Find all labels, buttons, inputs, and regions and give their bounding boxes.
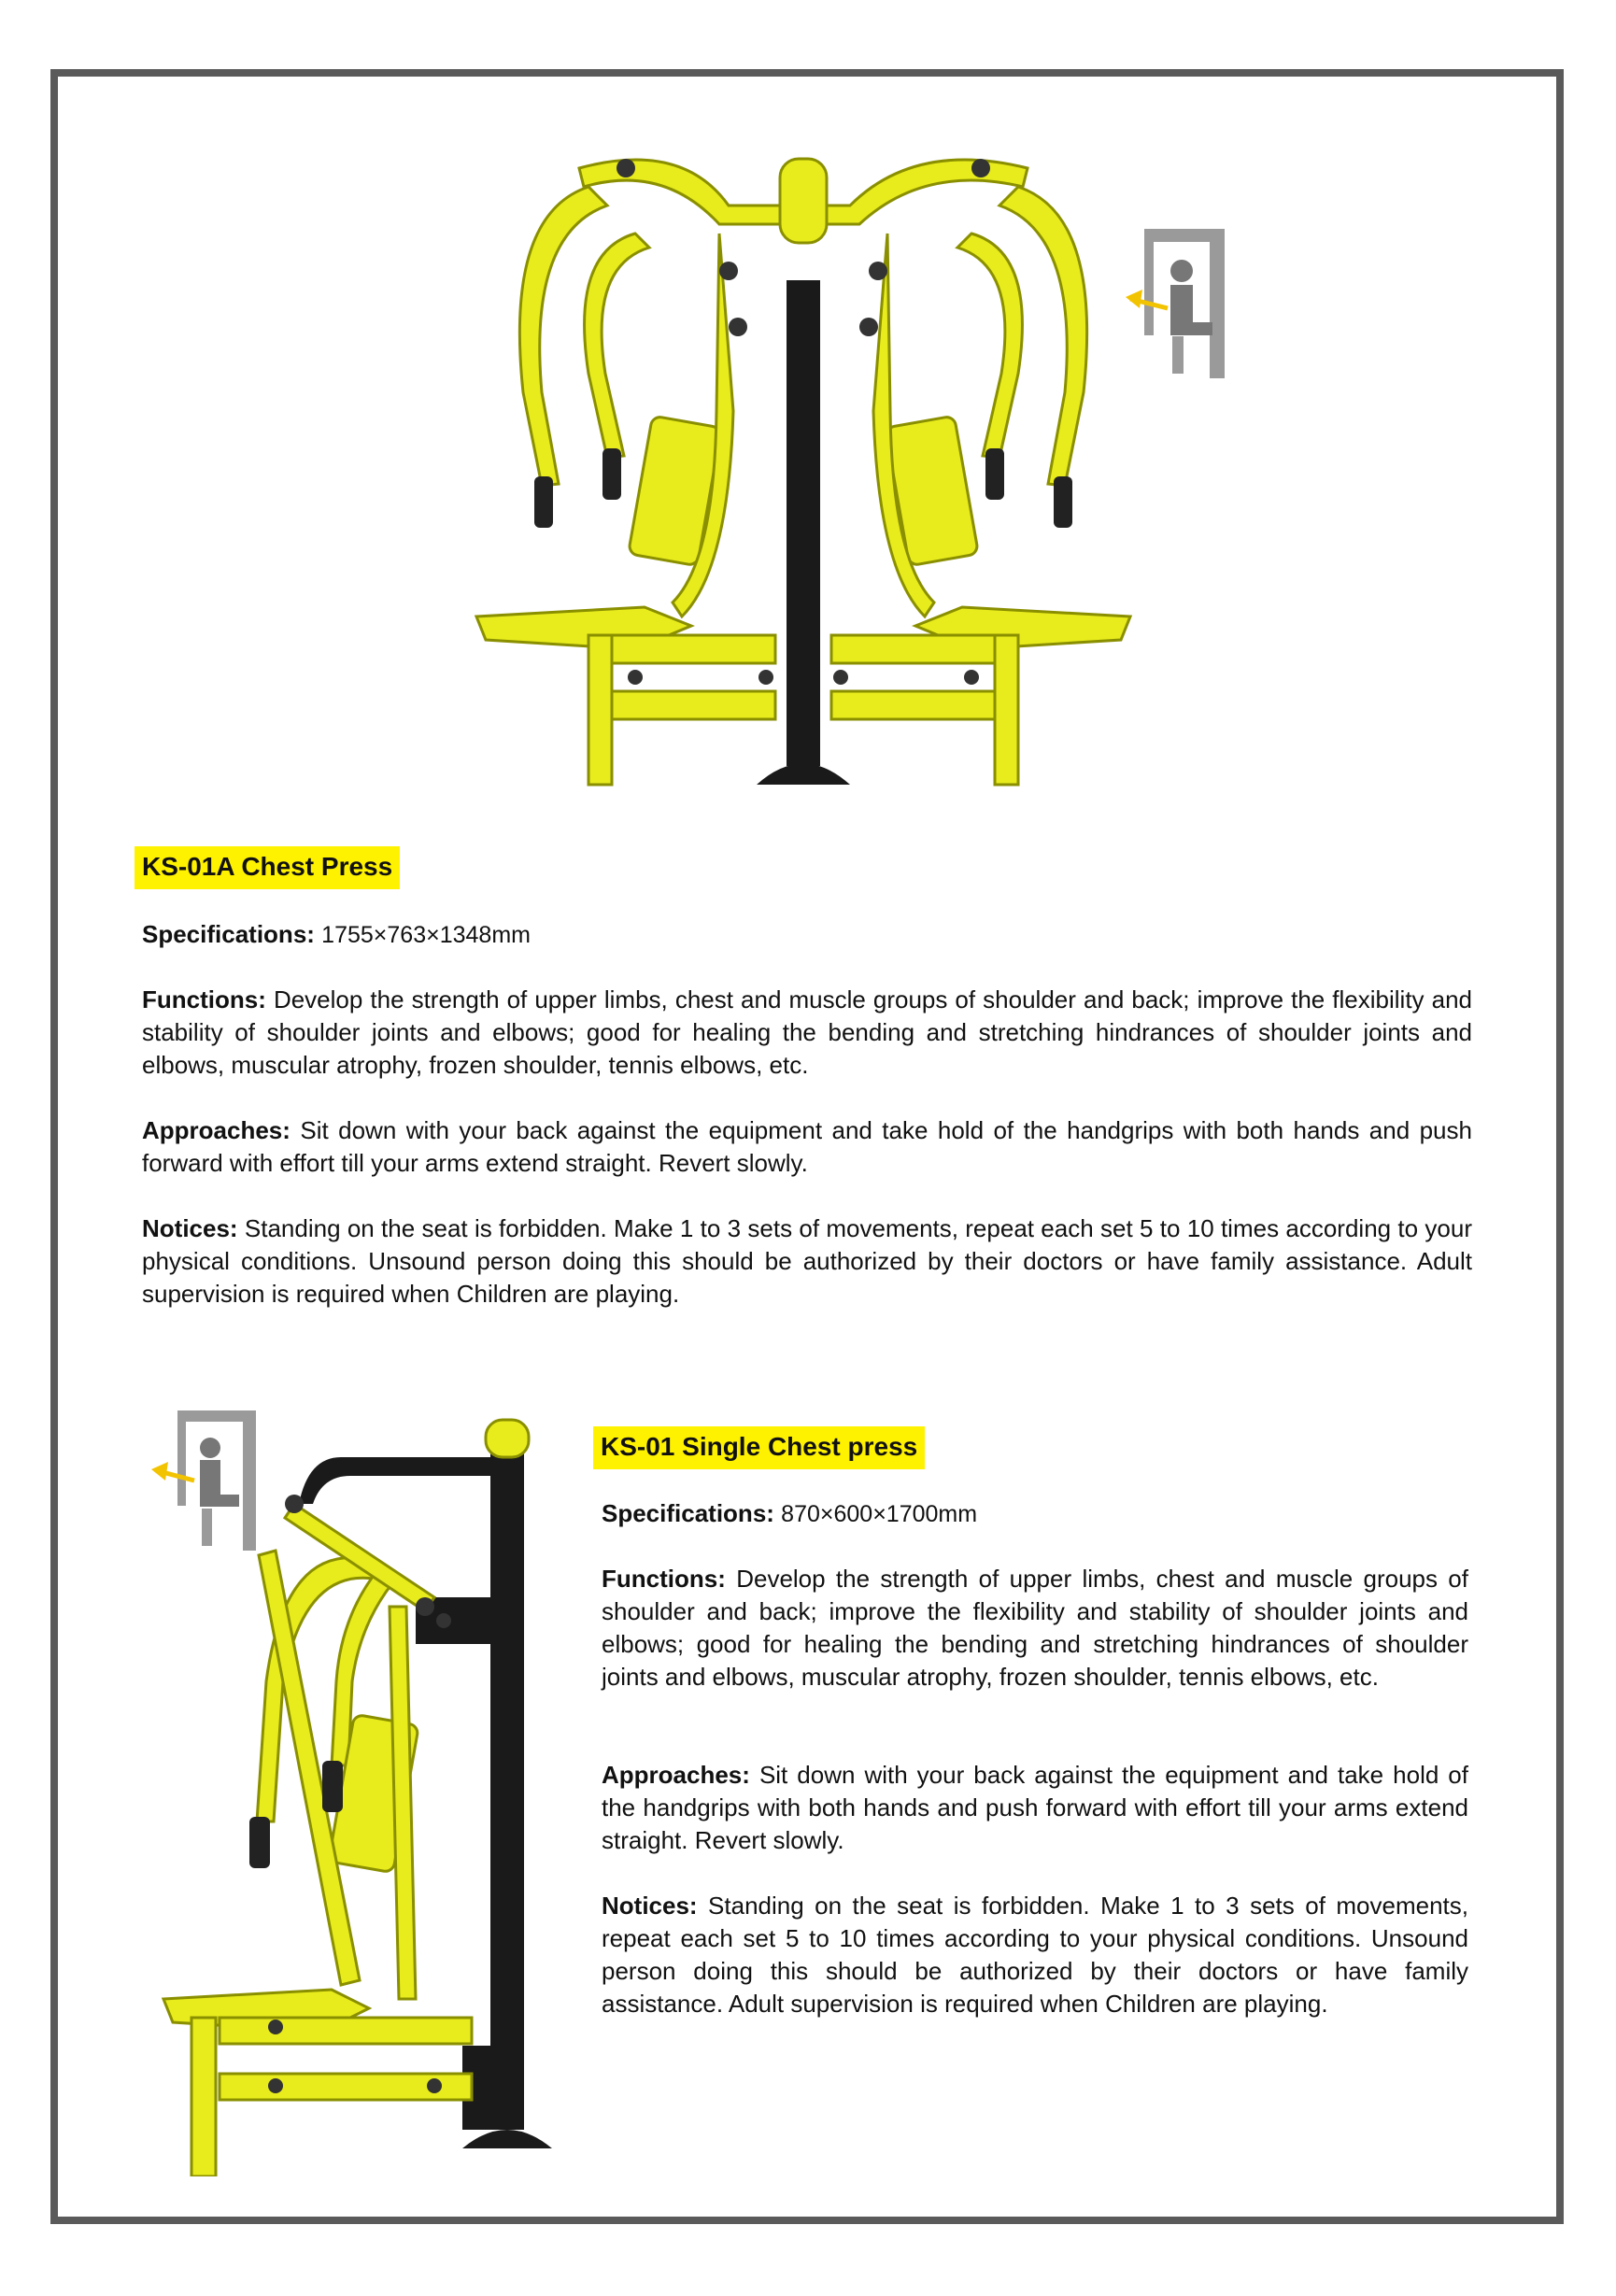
- notices-paragraph: [602, 1890, 1468, 2020]
- specifications: [142, 918, 1472, 952]
- spec-value: 1755×763×1348mm: [321, 922, 531, 948]
- specifications: [602, 1497, 1468, 1531]
- functions-paragraph: [602, 1563, 1468, 1694]
- functions-label: Functions:: [142, 985, 266, 1013]
- usage-pictogram: [1116, 220, 1266, 383]
- notices-label: Notices:: [602, 1892, 698, 1920]
- functions-paragraph: [142, 984, 1472, 1082]
- spec-label: Specifications:: [602, 1499, 774, 1527]
- approaches-paragraph: [602, 1759, 1468, 1857]
- approaches-label: Approaches:: [142, 1116, 291, 1144]
- approaches-text: Sit down with your back against the equipment and take hold of the handgrips with both hands and push forward with effort till your arms extend straight. Revert slowly.: [142, 1116, 1472, 1177]
- spec-value: 870×600×1700mm: [781, 1501, 978, 1527]
- notices-paragraph: [142, 1212, 1472, 1311]
- functions-label: Functions:: [602, 1565, 726, 1593]
- product-title: KS-01A Chest Press: [135, 846, 400, 889]
- notices-text: Standing on the seat is forbidden. Make 1 to 3 sets of movements, repeat each set 5 to 10 times according to your physical conditions. Unsound person doing this should be authorized by their doctors or have family assistance. Adult supervision is required when Children are playing.: [602, 1892, 1468, 2018]
- notices-label: Notices:: [142, 1214, 238, 1242]
- spec-label: Specifications:: [142, 920, 315, 948]
- approaches-text: Sit down with your back against the equipment and take hold of the handgrips with both hands and push forward with effort till your arms extend straight. Revert slowly.: [602, 1761, 1468, 1854]
- notices-text: Standing on the seat is forbidden. Make 1 to 3 sets of movements, repeat each set 5 to 10 times according to your physical conditions. Unsound person doing this should be authorized by their doctors or have family assistance. Adult supervision is required when Children are playing.: [142, 1214, 1472, 1308]
- product-title: KS-01 Single Chest press: [593, 1426, 925, 1469]
- approaches-paragraph: [142, 1114, 1472, 1180]
- usage-pictogram: [140, 1401, 280, 1555]
- functions-text: Develop the strength of upper limbs, chest and muscle groups of shoulder and back; improve the flexibility and stability of shoulder joints and elbows; good for healing the bending and stretching hindrances of shoulder joints and elbows, muscular atrophy, frozen shoulder, tennis elbows, etc.: [142, 985, 1472, 1079]
- approaches-label: Approaches:: [602, 1761, 750, 1789]
- double-chest-press-illustration: [448, 131, 1158, 813]
- functions-text: Develop the strength of upper limbs, chest and muscle groups of shoulder and back; improve the flexibility and stability of shoulder joints and elbows; good for healing the bending and stretching hindrances of shoulder joints and elbows, muscular atrophy, frozen shoulder, tennis elbows, etc.: [602, 1565, 1468, 1691]
